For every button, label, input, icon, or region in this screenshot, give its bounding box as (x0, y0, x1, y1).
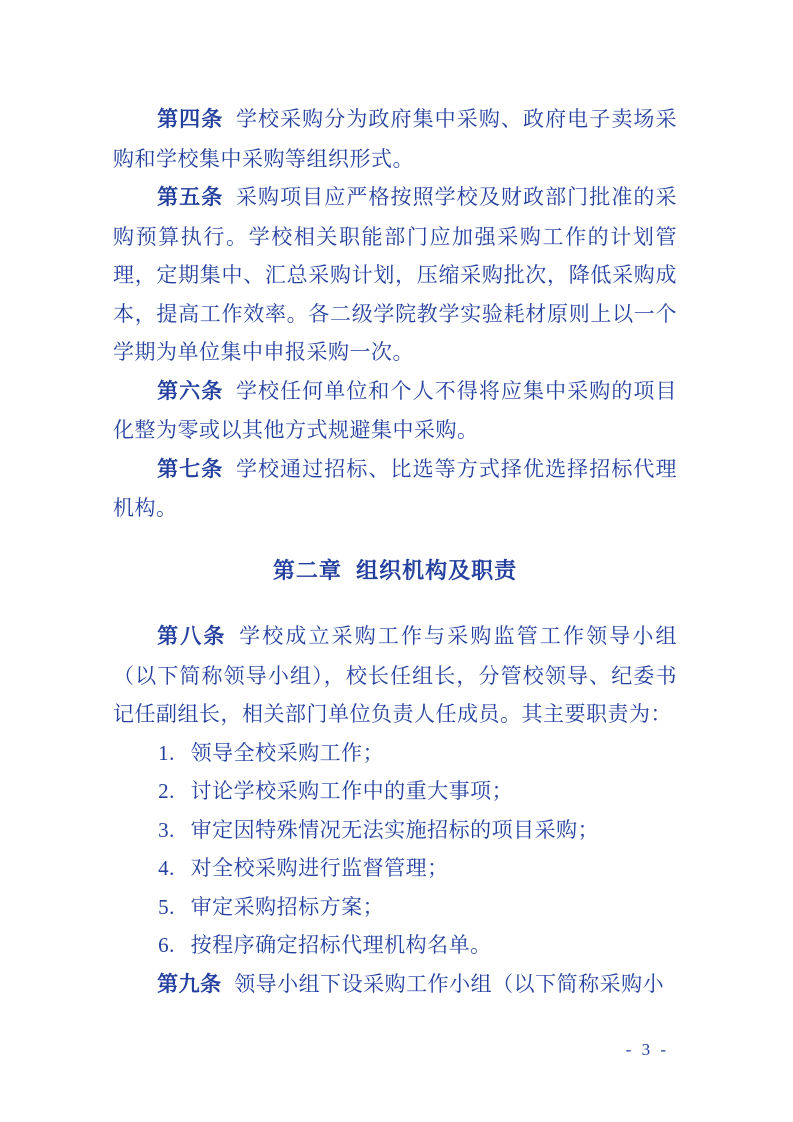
article-text: 领导小组下设采购工作小组（以下简称采购小 (234, 971, 665, 996)
page-number: - 3 - (625, 1040, 669, 1059)
duty-number: 3. (158, 817, 175, 842)
article-text: 采购项目应严格按照学校及财政部门批准的采购预算执行。学校相关职能部门应加强采购工作的计划管理，定期集中、汇总采购计划，压缩采购批次，降低采购成本，提高工作效率。各二级学院教学实验耗材原则上以一个学期为单位集中申报采购一次。 (113, 185, 678, 364)
duty-number: 6. (158, 933, 175, 957)
duty-list-item (113, 888, 677, 927)
duty-text: 审定采购招标方案； (190, 894, 385, 919)
duty-list-item (113, 811, 677, 850)
article-text: 学校成立采购工作与采购监管工作领导小组（以下简称领导小组），校长任组长，分管校领导、纪委书记任副组长，相关部门单位负责人任成员。其主要职责为： (113, 624, 678, 726)
duty-number: 4. (158, 856, 175, 880)
duty-list-item (113, 772, 677, 811)
duty-text: 按程序确定招标代理机构名单。 (190, 933, 492, 957)
article-number: 第四条 (157, 108, 224, 131)
duty-number: 5. (158, 894, 175, 919)
article-paragraph (113, 100, 677, 178)
article-number: 第六条 (157, 379, 224, 403)
article-text: 学校通过招标、比选等方式择优选择招标代理机构。 (113, 456, 678, 520)
article-number: 第八条 (157, 625, 227, 648)
duty-number: 1. (158, 740, 175, 765)
article-number: 第五条 (157, 186, 224, 209)
duty-number: 2. (158, 779, 175, 803)
document-page-content (113, 100, 677, 1004)
duty-list-item (113, 734, 677, 773)
duty-text: 领导全校采购工作； (190, 740, 385, 765)
article-paragraph (113, 617, 677, 734)
duty-text: 对全校采购进行监督管理； (190, 856, 449, 880)
article-number: 第七条 (157, 457, 224, 481)
duty-list-item (113, 926, 677, 965)
chapter-heading: 第二章 组织机构及职责 (272, 557, 518, 583)
article-paragraph (113, 372, 677, 450)
article-text: 学校采购分为政府集中采购、政府电子卖场采购和学校集中采购等组织形式。 (113, 107, 678, 171)
article-paragraph (113, 178, 677, 372)
duty-text: 审定因特殊情况无法实施招标的项目采购； (190, 817, 600, 842)
article-text: 学校任何单位和个人不得将应集中采购的项目化整为零或以其他方式规避集中采购。 (113, 378, 678, 442)
duty-list-item (113, 849, 677, 888)
article-number: 第九条 (157, 972, 222, 996)
article-paragraph (113, 965, 677, 1005)
duty-text: 讨论学校采购工作中的重大事项； (190, 779, 514, 803)
article-paragraph (113, 450, 677, 528)
